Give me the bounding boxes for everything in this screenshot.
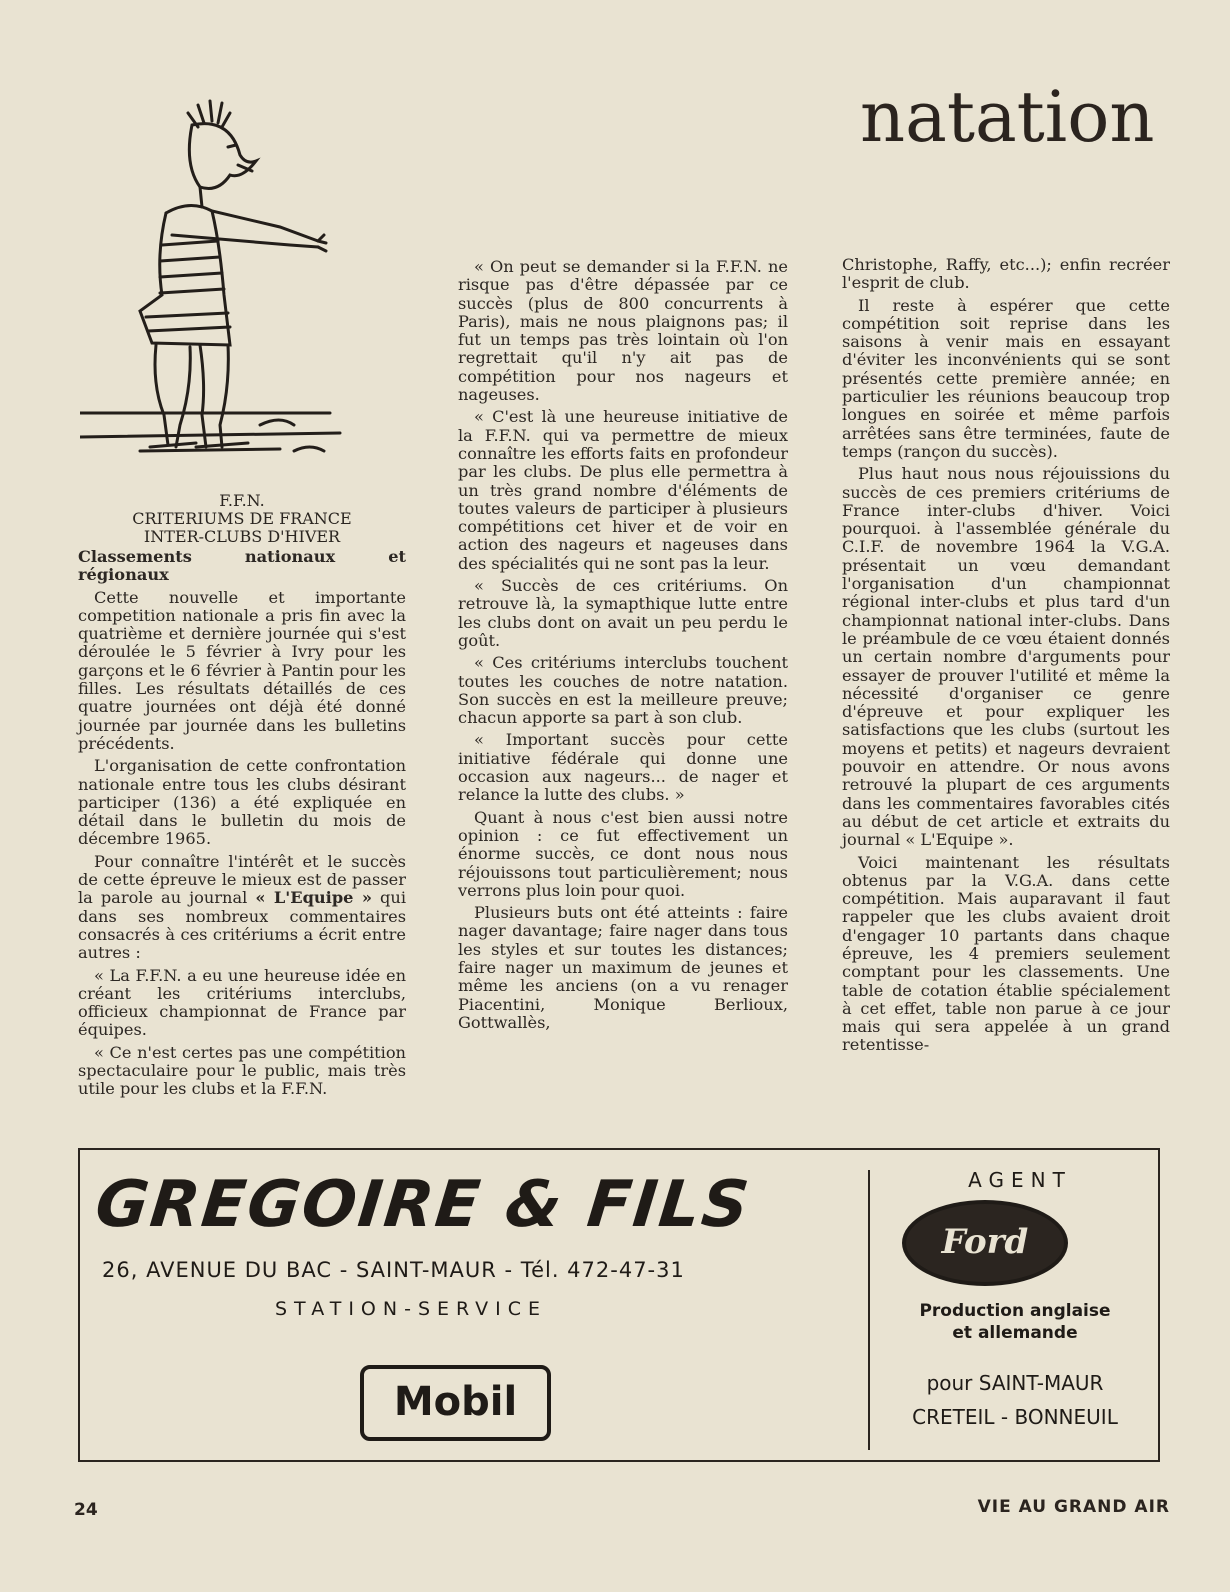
column-2	[458, 258, 788, 1036]
page-title: natation	[860, 76, 1155, 158]
page-number: 24	[74, 1500, 98, 1520]
paragraph	[78, 853, 406, 963]
column-1	[78, 548, 406, 1103]
advert-address: 26, AVENUE DU BAC - SAINT-MAUR - Tél. 472-47-31	[102, 1258, 685, 1282]
paragraph-text: Pour connaître l'intérêt et le succès de cette épreuve le mieux est de passer la parole au journal	[78, 851, 406, 908]
paragraph: Cette nouvelle et importante competition nationale a pris fin avec la quatrième et dernière journée qui s'est déroulée le 5 février à Ivry pour les garçons et le 6 février à Pantin pour les filles. Les résultats détaillés de ces quatre journées ont déjà été donné journée par journée dans les bulletins précédents.	[78, 587, 406, 753]
column-3	[842, 256, 1170, 1059]
paragraph: « C'est là une heureuse initiative de la F.F.N. qui va permettre de mieux connaître les efforts faits en profondeur par les clubs. De plus elle permettra à un très grand nombre d'éléments de toutes valeurs de participer à plusieurs compétitions cet hiver et de voir en action des nageurs et nageuses dans des spécialités qui ne sont pas la leur.	[458, 407, 788, 573]
caption-org: F.F.N.	[219, 491, 265, 510]
paragraph: « Important succès pour cette initiative fédérale qui donne une occasion aux nageurs... de nager et relance la lutte des clubs. »	[458, 730, 788, 805]
production-line1: Production anglaise	[919, 1301, 1111, 1321]
journal-name: « L'Equipe »	[255, 888, 373, 908]
paragraph: Il reste à espérer que cette compétition soit reprise dans les saisons à venir mais en essayant d'éviter les inconvénients qui se sont présentés cette première année; en particulier les réunions beaucoup trop longues en soirée et même parfois arrêtées sans être terminées, faute de temps (rançon du succès).	[842, 295, 1170, 461]
paragraph: « La F.F.N. a eu une heureuse idée en créant les critériums interclubs, officieux championnat de France par équipes.	[78, 965, 406, 1040]
paragraph: « Ce n'est certes pas une compétition spectaculaire pour le public, mais très utile pour les clubs et la F.F.N.	[78, 1042, 406, 1099]
article-caption	[78, 492, 406, 546]
ford-logo: Ford	[902, 1200, 1068, 1286]
paragraph: « Ces critériums interclubs touchent toutes les couches de notre natation. Son succès en est la meilleure preuve; chacun apporte sa part à son club.	[458, 653, 788, 728]
advert-service: STATION-SERVICE	[275, 1298, 548, 1320]
cities-line2: CRETEIL - BONNEUIL	[912, 1405, 1118, 1429]
production-line2: et allemande	[952, 1323, 1078, 1343]
caption-line2: INTER-CLUBS D'HIVER	[143, 527, 341, 546]
cities-line1: pour SAINT-MAUR	[926, 1371, 1104, 1395]
advert-production	[870, 1300, 1160, 1344]
article-subheading: Classements nationaux et régionaux	[78, 547, 406, 585]
paragraph: L'organisation de cette confrontation nationale entre tous les clubs désirant participer (136) a été expliquée en détail dans le bulletin du mois de décembre 1965.	[78, 756, 406, 849]
paragraph: « On peut se demander si la F.F.N. ne risque pas d'être dépassée par ce succès (plus de 800 concurrents à Paris), mais ne nous plaignons pas; il fut un temps pas très lointain où l'on regrettait qu'il n'y ait pas de compétition pour nos nageurs et nageuses.	[458, 257, 788, 405]
paragraph: Plusieurs buts ont été atteints : faire nager davantage; faire nager dans tous les styles et sur toutes les distances; faire nager un maximum de jeunes et même les anciens (on a vu renager Piacentini, Monique Berlioux, Gottwallès,	[458, 903, 788, 1032]
mobil-logo: Mobil	[360, 1365, 551, 1441]
magazine-name: VIE AU GRAND AIR	[977, 1497, 1170, 1517]
paragraph: « Succès de ces critériums. On retrouve là, la symapthique lutte entre les clubs dont on avait un peu perdu le goût.	[458, 576, 788, 650]
paragraph: Voici maintenant les résultats obtenus par la V.G.A. dans cette compétition. Mais auparavant il faut rappeler que les clubs avaient droit d'engager 10 partants dans chaque épreuve, les 4 premiers seulement comptant pour les classements. Une table de cotation établie spécialement à cet effet, table non parue à ce jour mais qui sera appelée à un grand retentisse-	[842, 852, 1170, 1055]
advertisement	[78, 1148, 1160, 1462]
caption-line1: CRITERIUMS DE FRANCE	[132, 509, 352, 528]
paragraph: Christophe, Raffy, etc...); enfin recréer l'esprit de club.	[842, 255, 1170, 293]
paragraph-text: qui dans ses nombreux commentaires consacrés à ces critériums a écrit entre autres :	[78, 888, 407, 963]
swimmer-illustration	[80, 95, 380, 475]
advert-cities	[870, 1366, 1160, 1434]
paragraph: Plus haut nous nous réjouissions du succès de ces premiers critériums de France inter-clubs d'hiver. Voici pourquoi. à l'assemblée générale du C.I.F. de novembre 1964 la V.G.A. présentait un vœu demandant l'organisation d'un championnat régional inter-clubs et plus tard d'un championnat national inter-clubs. Dans le préambule de ce vœu étaient donnés un certain nombre d'arguments pour essayer de prouver l'utilité et même la nécessité d'organiser ce genre d'épreuve et pour expliquer les satisfactions que les clubs (surtout les moyens et petits) et nageurs devraient pouvoir en attendre. Or nous avons retrouvé la plupart de ces arguments dans les commentaires favorables cités au début de cet article et extraits du journal « L'Equipe ».	[842, 464, 1170, 850]
paragraph: Quant à nous c'est bien aussi notre opinion : ce fut effectivement un énorme succès, ce dont nous nous réjouissons tout particulièrement; nous verrons plus loin pour quoi.	[458, 807, 788, 900]
advert-brand: GREGOIRE & FILS	[92, 1168, 754, 1242]
advert-agent-label: AGENT	[968, 1168, 1072, 1192]
